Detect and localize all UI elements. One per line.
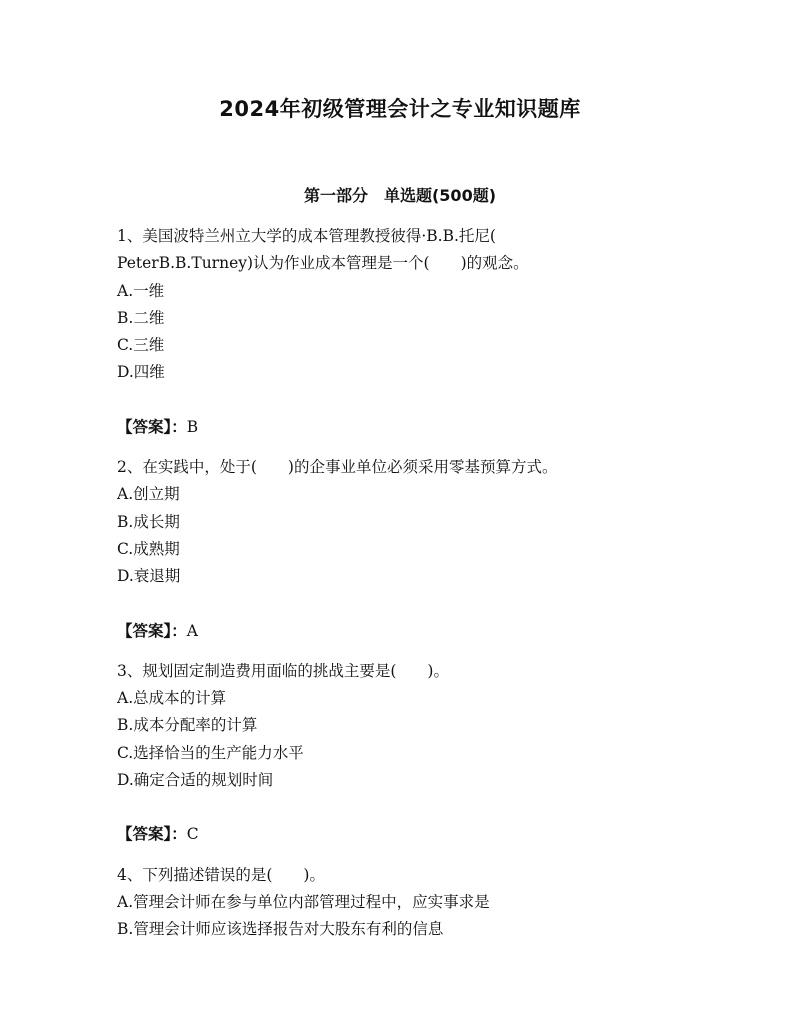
option-b: B.成长期: [117, 512, 180, 531]
section-heading: 第一部分 单选题(500题): [303, 186, 497, 205]
option-c: C.选择恰当的生产能力水平: [117, 743, 304, 762]
answer-value: A: [186, 621, 198, 640]
question-block: [117, 454, 717, 645]
option-b: B.管理会计师应该选择报告对大股东有利的信息: [117, 920, 444, 939]
option-d: D.衰退期: [117, 567, 181, 586]
question-stem: 4、下列描述错误的是( )。: [117, 865, 325, 884]
option-d: D.确定合适的规划时间: [117, 771, 274, 790]
answer-label: 【答案】：: [117, 825, 187, 844]
answer-line: [117, 414, 717, 441]
option-d: D.四维: [117, 363, 165, 382]
document-title: 2024年初级管理会计之专业知识题库: [219, 97, 581, 121]
answer-line: [117, 821, 717, 848]
option-a: A.总成本的计算: [117, 689, 227, 708]
question-stem: 1、美国波特兰州立大学的成本管理教授彼得·B.B.托尼(: [117, 227, 496, 245]
option-a: A.创立期: [117, 485, 180, 504]
question-stem: 2、在实践中，处于( )的企事业单位必须采用零基预算方式。: [117, 458, 558, 477]
answer-line: [117, 618, 717, 645]
question-stem-continued: PeterB.B.Turney)认为作业成本管理是一个( )的观念。: [117, 254, 529, 273]
option-c: C.三维: [117, 336, 165, 355]
option-b: B.成本分配率的计算: [117, 716, 258, 735]
answer-value: C: [186, 825, 199, 844]
option-a: A.一维: [117, 281, 165, 300]
option-c: C.成熟期: [117, 539, 180, 558]
answer-value: B: [186, 417, 199, 436]
answer-label: 【答案】：: [117, 417, 187, 436]
question-block: [117, 223, 717, 441]
answer-label: 【答案】：: [117, 621, 187, 640]
question-stem: 3、规划固定制造费用面临的挑战主要是( )。: [117, 661, 449, 680]
question-list: [117, 223, 717, 944]
option-a: A.管理会计师在参与单位内部管理过程中，应实事求是: [117, 892, 490, 911]
option-b: B.二维: [117, 308, 165, 327]
question-block: [117, 658, 717, 849]
question-block: [117, 862, 717, 944]
